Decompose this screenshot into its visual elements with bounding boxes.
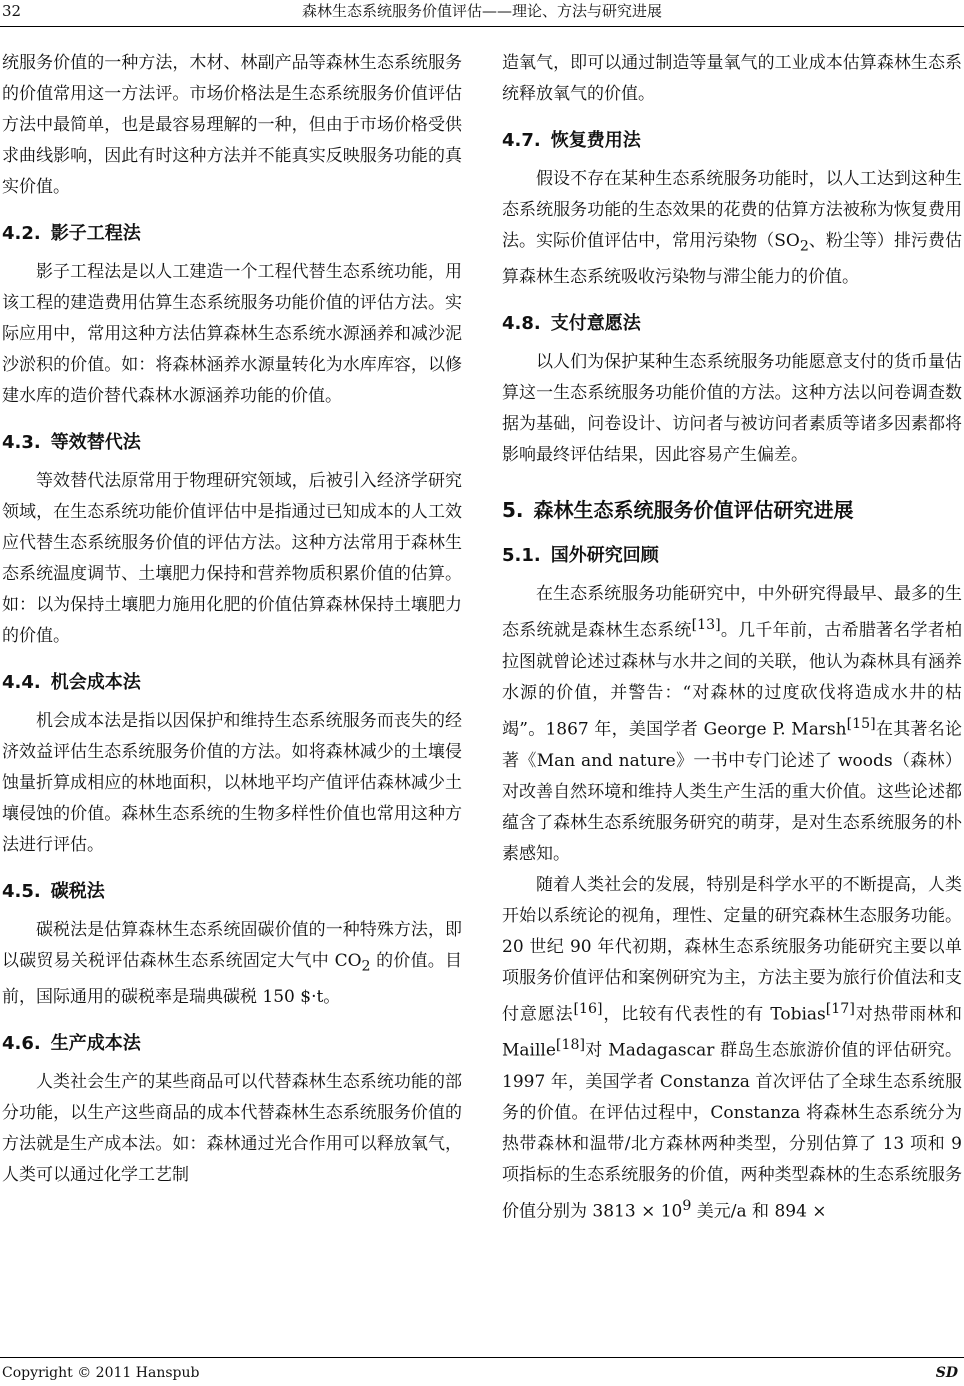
copyright: Copyright © 2011 Hanspub <box>2 1365 200 1381</box>
section-title: 碳税法 <box>50 881 105 902</box>
subscript: 2 <box>361 958 371 975</box>
section-title: 生产成本法 <box>50 1033 141 1055</box>
continued-paragraph: 造氧气，即可以通过制造等量氧气的工业成本估算森林生态系统释放氧气的价值。 <box>502 53 962 104</box>
section-heading-5-1 <box>502 543 962 569</box>
section-number: 4.8. <box>502 313 541 335</box>
text-run: 随着人类社会的发展，特别是科学水平的不断提高，人类开始以系统论的视角，理性、定量的研究森林生态服务功能。20 世纪 90 年代初期，森林生态系统服务功能研究主要以单项服务价值评估和案例研究为主，方法主要为旅行价值法和支付意愿法 <box>502 874 962 1025</box>
text-run: 、粉尘等）排污费估算森林生态系统吸收污染物与滞尘能力的价值。 <box>502 231 962 288</box>
section-title: 国外研究回顾 <box>550 545 659 567</box>
section-title: 影子工程法 <box>50 223 141 244</box>
text-run: ，比较有代表性的有 Tobias <box>602 1004 826 1025</box>
intro-paragraph: 统服务价值的一种方法，木材、林副产品等森林生态系统服务的价值常用这一方法评。市场价格法是生态系统服务价值评估方法中最简单，也是最容易理解的一种，但由于市场价格受供求曲线影响，因此有时这种方法并不能真实反映服务功能的真实价值。 <box>2 53 462 197</box>
text-run: 对 Madagascar 群岛生态旅游价值的评估研究。1997 年，美国学者 Constanza 首次评估了全球生态系统服务的价值。在评估过程中，Constanza 将森林生态系统分为热带森林和温带/北方森林两种类型，分别估算了 13 项和 9 项指标的生态系统服务的价值，两种类型森林的生态系统服务价值分别为 3813 × 10 <box>502 1041 962 1222</box>
text-run: 在生态系统服务功能研究中，中外研究得最早、最多的生态系统就是森林生态系统 <box>502 584 962 642</box>
section-title: 恢复费用法 <box>550 130 641 151</box>
section-paragraph-4-6: 人类社会生产的某些商品可以代替森林生态系统功能的部分功能，以生产这些商品的成本代替森林生态系统服务价值的方法就是生产成本法。如：森林通过光合作用可以释放氧气，人类可以通过化学工艺制 <box>2 1072 462 1186</box>
section-paragraph-4-4: 机会成本法是指以因保护和维持生态系统服务而丧失的经济效益评估生态系统服务价值的方法。如将森林减少的土壤侵蚀量折算成相应的林地面积，以林地平均产值评估森林减少土壤侵蚀的价值。森林生态系统的生物多样性价值也常用这种方法进行评估。 <box>2 711 462 855</box>
text-run: 在其著名论著《Man and nature》一书中专门论述了 woods（森林）对改善自然环境和维持人类生产生活的重大价值。这些论述都蕴含了森林生态系统服务研究的萌芽，是对生态系统服务的朴素感知。 <box>502 719 963 864</box>
section-paragraph-5-1-b <box>502 870 962 1228</box>
section-number: 4.7. <box>502 130 541 151</box>
citation: [17] <box>825 1000 855 1017</box>
text-run: 美元/a 和 894 × <box>691 1201 827 1222</box>
section-title: 森林生态系统服务价值评估研究进展 <box>533 498 854 523</box>
journal-abbreviation: SD <box>935 1365 958 1381</box>
section-heading-4-5 <box>2 879 462 905</box>
section-paragraph-4-5 <box>2 915 462 1013</box>
section-heading-4-6 <box>2 1031 462 1057</box>
section-heading-4-4 <box>2 670 462 696</box>
section-number: 4.4. <box>2 672 41 693</box>
section-paragraph-4-2: 影子工程法是以人工建造一个工程代替生态系统功能，用该工程的建造费用估算生态系统服务功能价值的评估方法。实际应用中，常用这种方法估算森林生态系统水源涵养和减沙泥沙淤积的价值。如：将森林涵养水源量转化为水库库容，以修建水库的造价替代森林水源涵养功能的价值。 <box>2 262 462 406</box>
text-run: 的价值。目前，国际通用的碳税率是瑞典碳税 150 $·t。 <box>2 951 462 1008</box>
section-paragraph-4-3: 等效替代法原常用于物理研究领域，后被引入经济学研究领域，在生态系统功能价值评估中是指通过已知成本的人工效应代替生态系统服务价值的评估方法。这种方法常用于森林生态系统温度调节、土壤肥力保持和营养物质积累价值的估算。如：以为保持土壤肥力施用化肥的价值估算森林保持土壤肥力的价值。 <box>2 471 462 646</box>
section-heading-4-7 <box>502 128 962 154</box>
text-run: 。几千年前，古希腊著名学者柏拉图就曾论述过森林与水井之间的关联，他认为森林具有涵养水源的价值，并警告：“对森林的过度砍伐将造成水井的枯竭”。1867 年，美国学者 George P. Marsh <box>502 621 963 740</box>
section-heading-4-2 <box>2 221 462 247</box>
section-title: 支付意愿法 <box>550 313 641 335</box>
section-number: 5. <box>502 498 524 523</box>
section-number: 4.2. <box>2 223 41 244</box>
section-number: 4.5. <box>2 881 41 902</box>
section-title: 机会成本法 <box>50 672 141 693</box>
section-title: 等效替代法 <box>50 432 141 453</box>
section-paragraph-4-8: 以人们为保护某种生态系统服务功能愿意支付的货币量估算这一生态系统服务功能价值的方法。这种方法以问卷调查数据为基础，问卷设计、访问者与被访问者素质等诸多因素都将影响最终评估结果，因此容易产生偏差。 <box>502 352 962 466</box>
page-header <box>0 0 964 27</box>
section-paragraph-5-1-a <box>502 579 962 869</box>
section-heading-5 <box>502 495 962 525</box>
running-title: 森林生态系统服务价值评估——理论、方法与研究进展 <box>301 2 662 20</box>
text-run: 碳税法是估算森林生态系统固碳价值的一种特殊方法，即以碳贸易关税评估森林生态系统固定大气中 CO <box>2 920 462 971</box>
text-run: 假设不存在某种生态系统服务功能时，以人工达到这种生态系统服务功能的生态效果的花费的估算方法被称为恢复费用法。实际价值评估中，常用污染物（SO <box>502 169 962 251</box>
citation: [13] <box>691 617 721 634</box>
superscript: 9 <box>682 1198 692 1215</box>
text-run: 对热带雨林和 Maille <box>502 1004 962 1062</box>
section-paragraph-4-7 <box>502 164 962 293</box>
subscript: 2 <box>799 238 809 255</box>
left-column <box>2 48 462 1191</box>
section-number: 4.6. <box>2 1033 41 1055</box>
page-number: 32 <box>2 2 22 20</box>
section-number: 5.1. <box>502 545 541 567</box>
citation: [16] <box>573 1000 603 1017</box>
section-heading-4-8 <box>502 311 962 337</box>
section-number: 4.3. <box>2 432 41 453</box>
right-column <box>502 48 962 1228</box>
citation: [18] <box>555 1037 585 1054</box>
page-footer <box>0 1357 964 1386</box>
section-heading-4-3 <box>2 430 462 456</box>
citation: [15] <box>846 716 876 733</box>
